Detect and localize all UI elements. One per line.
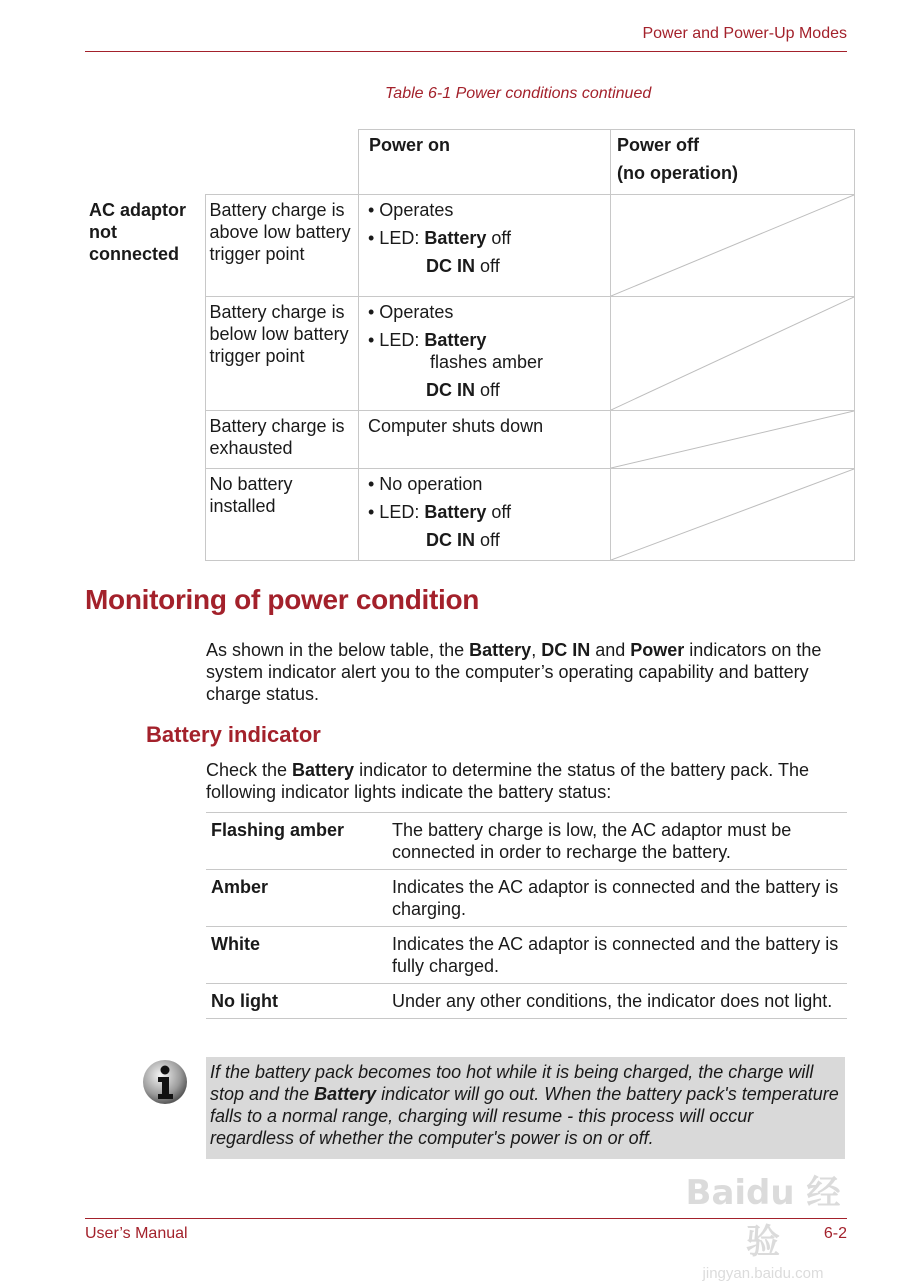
note-box: If the battery pack becomes too hot while it is being charged, the charge will stop and the Battery indicator will go out. When the battery pack's temperature falls to a normal range, charging will resume - this process will occur regardless of whether the computer's power is on or off. (206, 1057, 845, 1159)
table-caption: Table 6-1 Power conditions continued (385, 85, 652, 102)
power-on-cell: • Operates • LED: Battery flashes amber DC IN off (359, 297, 611, 411)
table-row (85, 195, 855, 297)
footer-manual-title: User’s Manual (85, 1225, 188, 1242)
indicator-description: Under any other conditions, the indicator does not light. (387, 984, 847, 1019)
section-heading: Monitoring of power condition (85, 584, 480, 615)
info-icon (141, 1058, 189, 1111)
condition-cell: No battery installed (205, 469, 359, 561)
power-on-cell: • Operates • LED: Battery off DC IN off (359, 195, 611, 297)
condition-cell: Battery charge is below low battery trigger point (205, 297, 359, 411)
power-off-na-cell (611, 195, 855, 297)
indicator-description: Indicates the AC adaptor is connected and the battery is charging. (387, 870, 847, 927)
table-row (206, 984, 847, 1019)
battery-indicator-intro: Check the Battery indicator to determine the status of the battery pack. The following indicator lights indicate the battery status: (206, 760, 809, 802)
indicator-state: No light (206, 984, 387, 1019)
power-on-cell: • No operation • LED: Battery off DC IN off (359, 469, 611, 561)
subsection-heading: Battery indicator (146, 722, 321, 747)
power-conditions-table (85, 129, 855, 561)
table-row (206, 927, 847, 984)
power-on-cell: Computer shuts down (359, 411, 611, 469)
indicator-state: Flashing amber (206, 813, 387, 870)
condition-cell: Battery charge is above low battery trigger point (205, 195, 359, 297)
power-off-na-cell (611, 411, 855, 469)
indicator-description: The battery charge is low, the AC adaptor must be connected in order to recharge the battery. (387, 813, 847, 870)
table-row (206, 813, 847, 870)
power-off-na-cell (611, 297, 855, 411)
section-intro: As shown in the below table, the Battery, DC IN and Power indicators on the system indicator alert you to the computer’s operating capability and battery charge status. (206, 640, 822, 704)
indicator-state: Amber (206, 870, 387, 927)
running-header: Power and Power-Up Modes (642, 25, 847, 42)
indicator-state: White (206, 927, 387, 984)
condition-cell: Battery charge is exhausted (205, 411, 359, 469)
footer-rule (85, 1218, 847, 1219)
header-rule (85, 51, 847, 52)
battery-indicator-table (206, 812, 847, 1019)
table-row (206, 870, 847, 927)
col-power-on: Power on (359, 130, 611, 195)
row-group-label: AC adaptor not connected (89, 199, 187, 264)
power-off-na-cell (611, 469, 855, 561)
page-number: 6-2 (823, 1225, 847, 1242)
watermark: Baidu 经验 jingyan.baidu.com (685, 1173, 841, 1282)
col-power-off: Power off (no operation) (611, 130, 855, 195)
indicator-description: Indicates the AC adaptor is connected and the battery is fully charged. (387, 927, 847, 984)
table-header-row (85, 130, 855, 195)
